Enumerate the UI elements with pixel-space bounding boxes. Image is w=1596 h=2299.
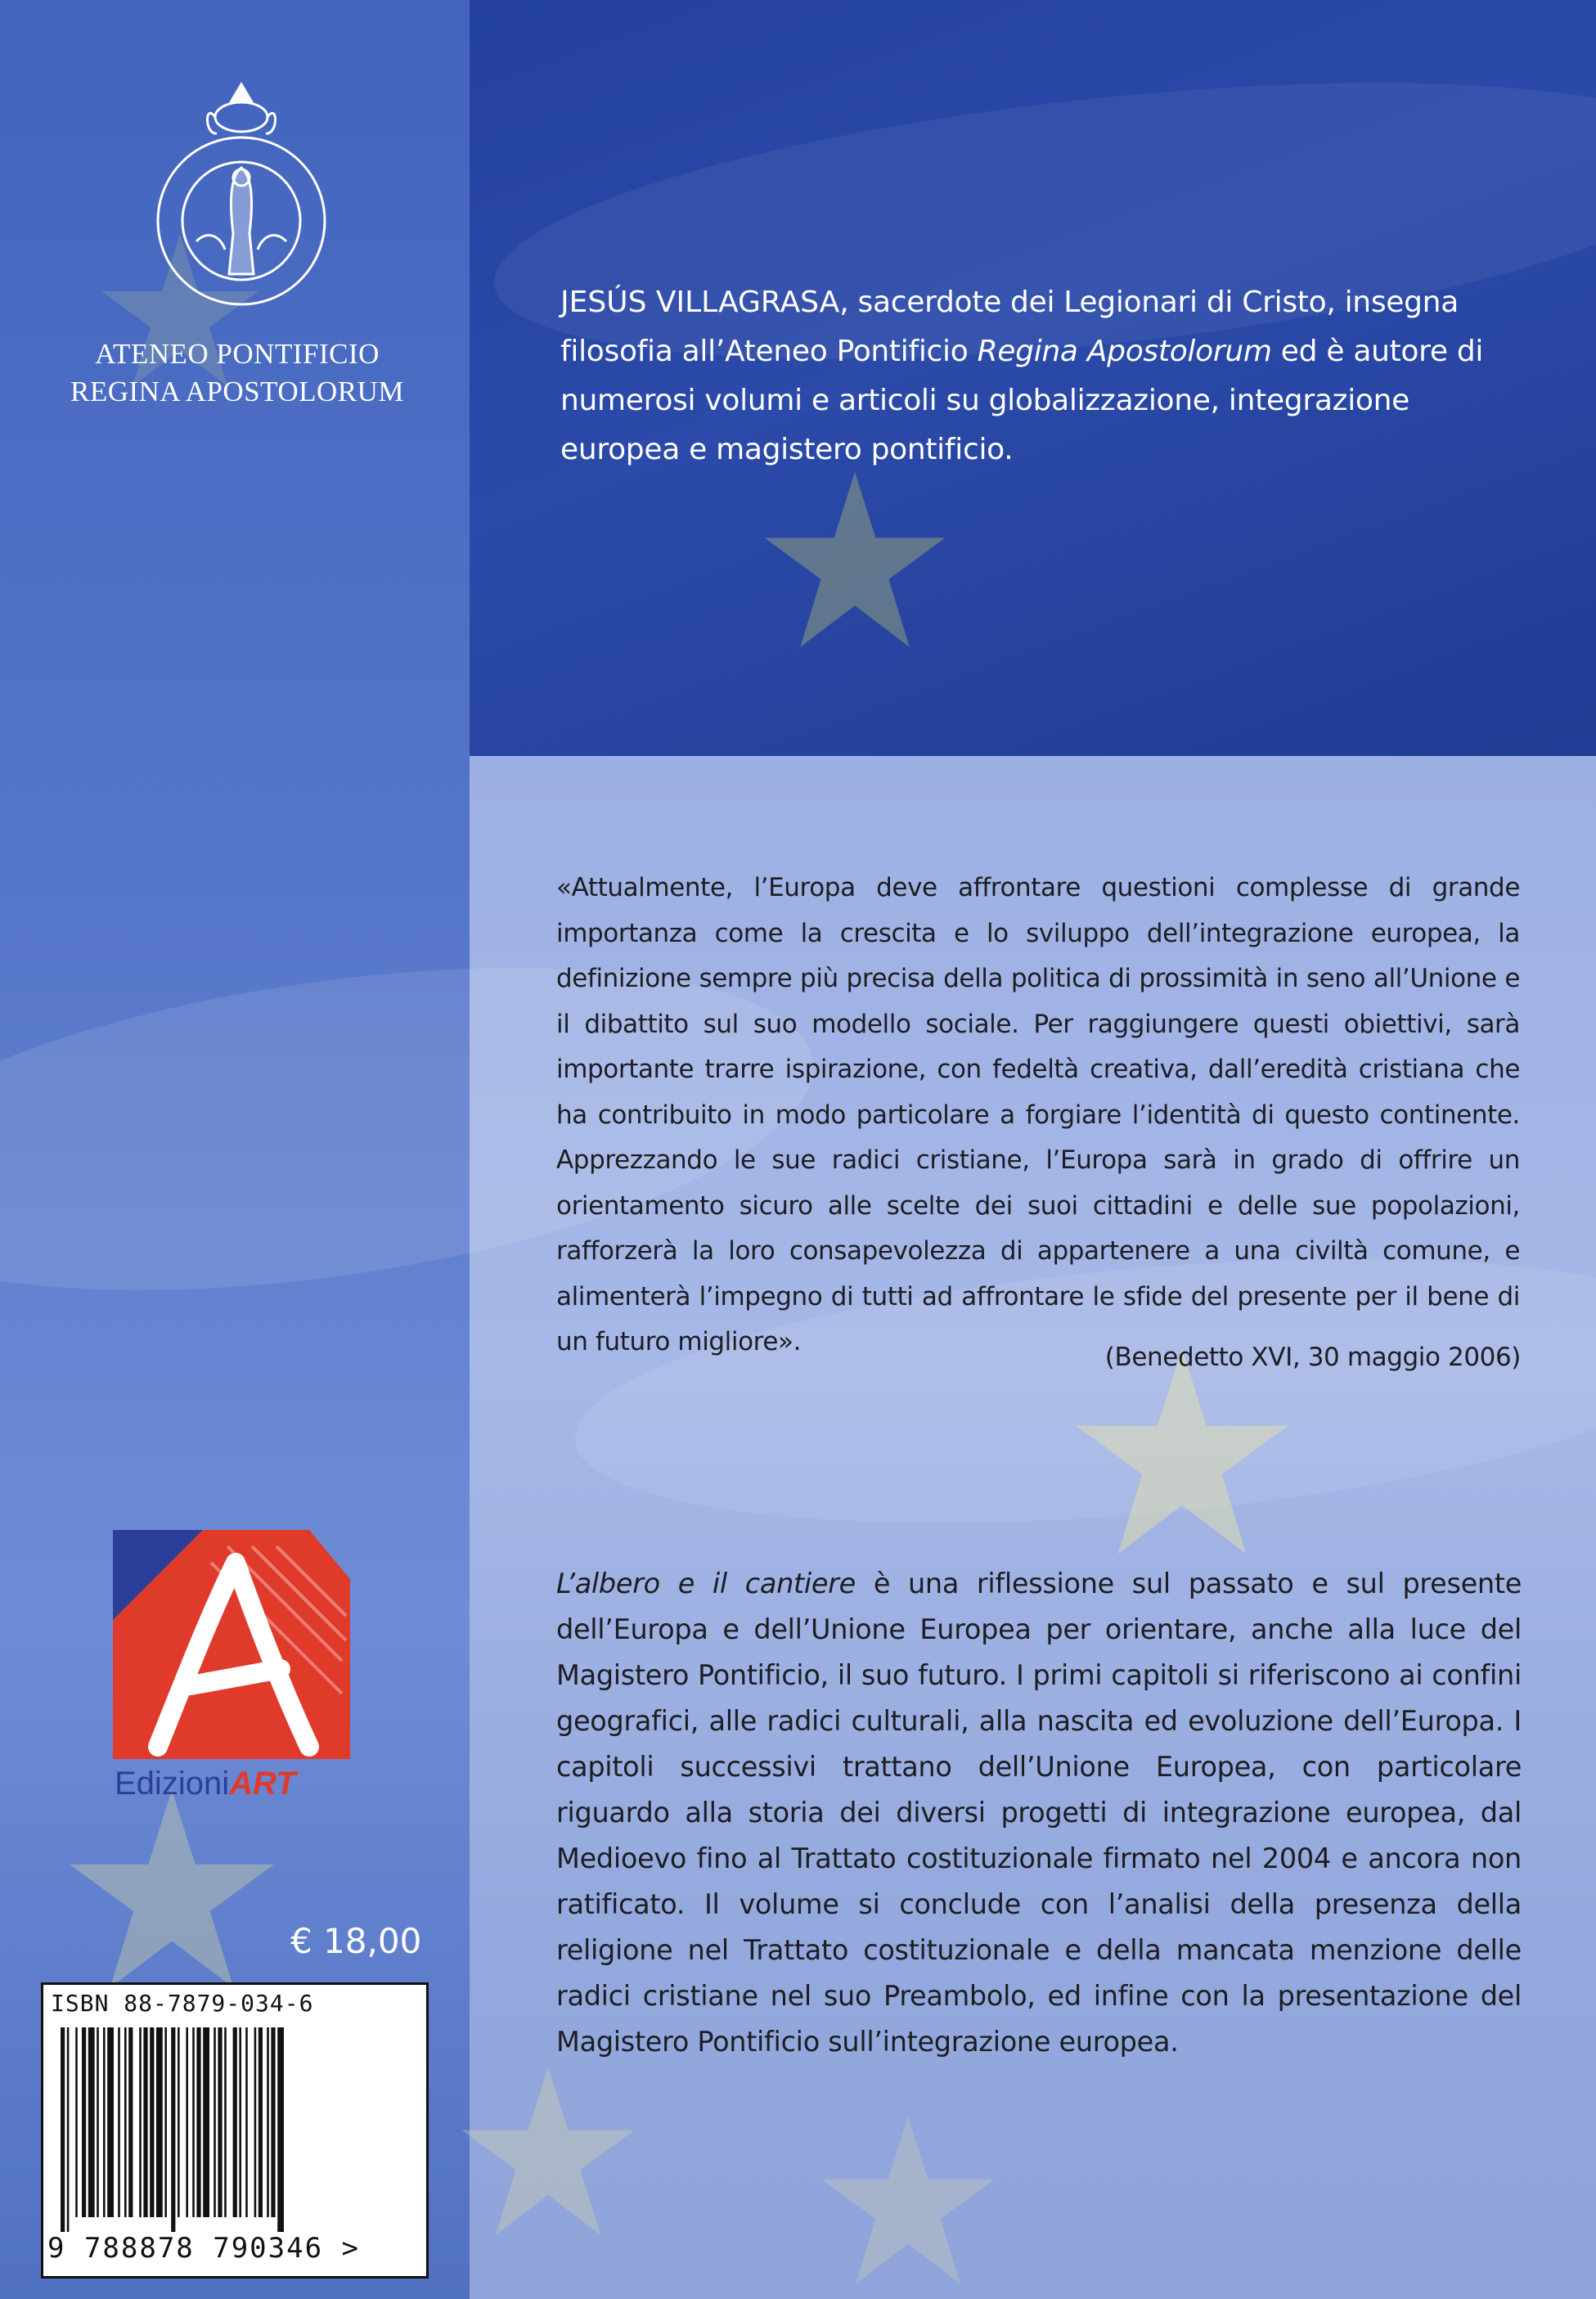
barcode-bar — [192, 2027, 195, 2217]
book-description — [556, 1561, 1522, 2065]
book-title-italic: L’albero e il cantiere — [556, 1568, 856, 1599]
barcode-bar — [218, 2027, 222, 2217]
barcode-bar — [118, 2027, 120, 2217]
barcode-bar — [139, 2027, 142, 2217]
isbn-label: ISBN 88-7879-034-6 — [51, 1990, 314, 2017]
publisher-name-plain: Edizioni — [115, 1766, 230, 1802]
barcode-bar — [239, 2027, 241, 2217]
barcode-bar — [82, 2027, 86, 2217]
barcode-bar — [88, 2027, 95, 2217]
ateneo-seal-icon — [139, 78, 344, 323]
barcode-bar — [143, 2027, 147, 2217]
ean-digits: 9 788878 790346 > — [47, 2232, 360, 2265]
barcode-bar — [224, 2027, 227, 2217]
barcode-bar — [245, 2027, 248, 2217]
barcode-bar — [75, 2027, 78, 2217]
barcode-bar — [128, 2027, 133, 2217]
barcode-bar — [150, 2027, 154, 2217]
eu-star-icon — [65, 1784, 278, 1996]
institution-line2: REGINA APOSTOLORUM — [70, 376, 404, 407]
publisher-name-accent: ART — [229, 1766, 296, 1802]
author-bio-text-end: ed è autore di numerosi volumi e articoli su globalizzazione, integrazione europea e magistero pontificio. — [560, 335, 1484, 466]
barcode-bar — [67, 2027, 70, 2232]
barcode-bar — [196, 2027, 200, 2217]
barcode-bar — [164, 2027, 167, 2217]
barcode-bar — [178, 2027, 180, 2217]
institution-name — [25, 335, 450, 411]
eu-star-icon — [761, 466, 949, 655]
quote-source: (Benedetto XVI, 30 maggio 2006) — [1104, 1343, 1521, 1372]
institution-line1: ATENEO PONTIFICIO — [95, 338, 380, 370]
book-description-text: è una riflessione sul passato e sul presente dell’Europa e dell’Unione Europea per orientare, anche alla luce del Magistero Pontificio, il suo futuro. I primi capitoli si riferiscono ai confini geografici, alle radici culturali, alla nascita ed evoluzione dell’Europa. I capitoli successivi trattano dell’Unione Europea, con particolare riguardo alla storia dei diversi progetti di integrazione europea, dal Medioevo fino al Trattato costituzionale firmato nel 2004 e ancora non ratificato. Il volume si conclude con l’analisi della presenza della religione nel Trattato costituzionale e della mancata menzione delle radici cristiane nel suo Preambolo, ed infine con la presentazione del Magistero Pontificio sull’integrazione europea. — [556, 1568, 1522, 2058]
barcode-icon — [57, 2027, 389, 2232]
barcode-bar — [61, 2027, 65, 2232]
author-name: JESÚS VILLAGRASA — [560, 286, 840, 319]
barcode-bar — [124, 2027, 127, 2217]
price-label: € 18,00 — [290, 1921, 422, 1961]
barcode-bar — [259, 2027, 263, 2217]
eu-star-icon — [818, 2111, 998, 2291]
barcode-bar — [233, 2027, 237, 2217]
barcode-bar — [186, 2027, 188, 2217]
barcode-bar — [203, 2027, 209, 2217]
barcode-bar — [107, 2027, 114, 2217]
quote-text: «Attualmente, l’Europa deve affrontare questioni complesse di grande importanza come la crescita e lo sviluppo dell’integrazione europea, la definizione sempre più precisa della politica di prossimità in seno all’Unione e il dibattito sul suo modello sociale. Per raggiungere questi obiettivi, sarà importante trarre ispirazione, con fedeltà creativa, dall’eredità cristiana che ha contribuito in modo particolare a forgiare l’identità di questo continente. Apprezzando le sue radici cristiane, l’Europa sarà in grado di offrire un orientamento sicuro alle scelte dei suoi cittadini e delle sue popolazioni, rafforzerà la loro consapevolezza di appartenere a una civiltà comune, e alimenterà l’impegno di tutti ad affrontare le sfide del presente per il bene di un futuro migliore». — [556, 873, 1520, 1356]
author-bio-text: , sacerdote dei Legionari di Cristo, insegna filosofia all’Ateneo Pontificio — [560, 286, 1459, 368]
eu-star-icon — [1072, 1342, 1293, 1563]
publisher-name — [115, 1766, 296, 1802]
barcode-bar — [267, 2027, 269, 2217]
barcode-bar — [97, 2027, 99, 2217]
barcode-bar — [214, 2027, 216, 2217]
barcode-bar — [277, 2027, 284, 2232]
author-bio — [560, 278, 1526, 475]
barcode-bar — [271, 2027, 275, 2217]
barcode-bar — [156, 2027, 163, 2217]
barcode-bar — [171, 2027, 175, 2232]
author-bio-italic: Regina Apostolorum — [977, 335, 1272, 368]
eu-star-icon — [458, 2062, 638, 2242]
barcode-bar — [254, 2027, 257, 2217]
barcode-bar — [103, 2027, 106, 2217]
edizioni-art-logo-icon — [113, 1530, 350, 1800]
